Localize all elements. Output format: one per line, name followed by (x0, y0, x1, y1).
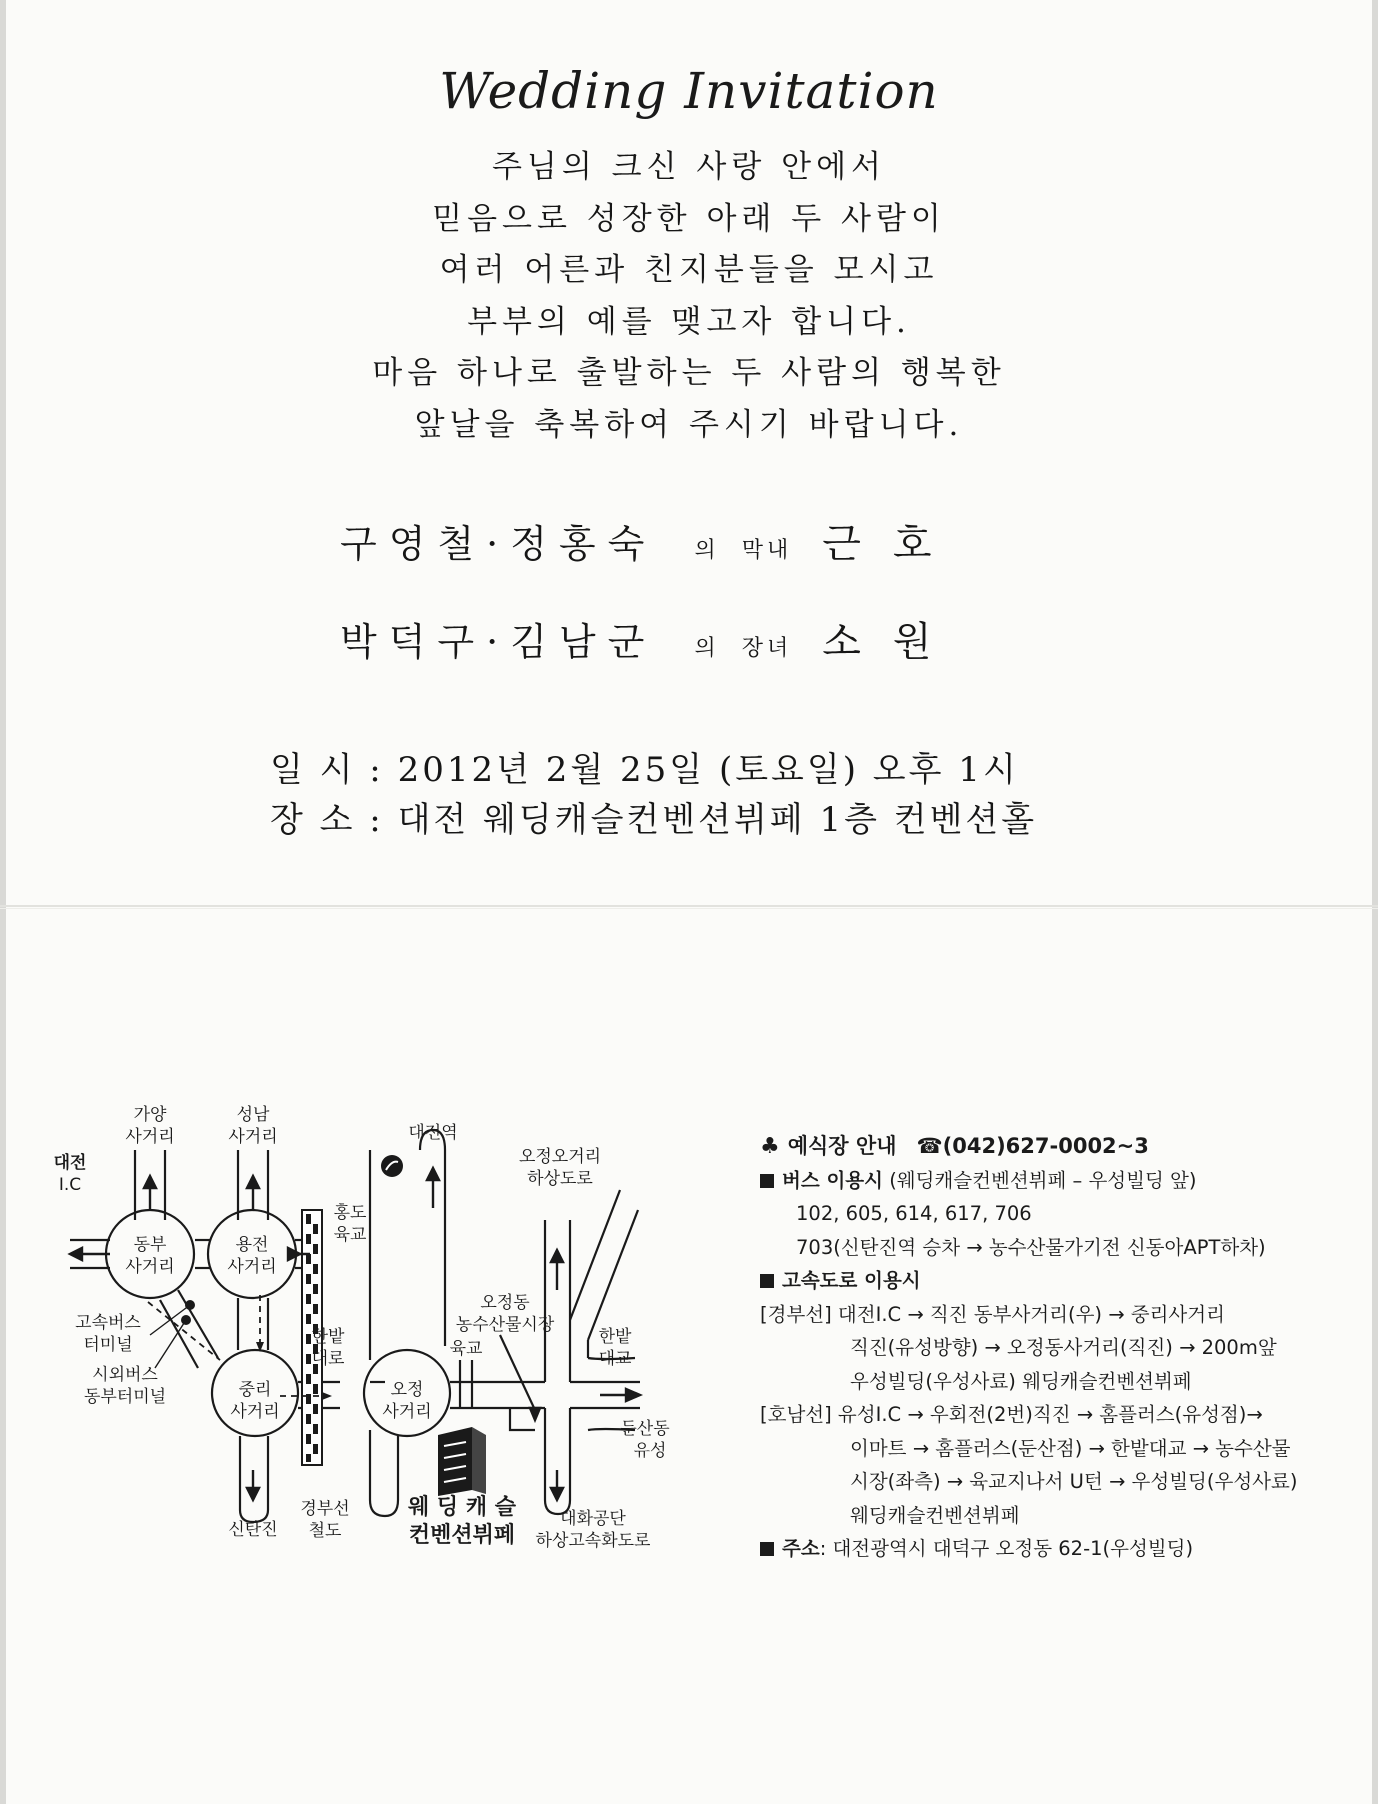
label-ojeongo: 오정오거리 (518, 1147, 602, 1167)
bus-row (760, 1164, 1360, 1198)
bride-of: 의 (694, 636, 720, 661)
arrow-left-icon (70, 1248, 82, 1260)
honam-line: [호남선] 유성I.C → 우회전(2번)직진 → 홈플러스(유성점)→ (760, 1403, 1263, 1426)
arrow-down-icon (530, 1408, 540, 1420)
greeting-text (0, 142, 1378, 451)
greeting-line: 마음 하나로 출발하는 두 사람의 행복한 (372, 355, 1006, 391)
label-ojeongdong-market: 농수산물시장 (455, 1315, 555, 1335)
address-text: : 대전광역시 대덕구 오정동 62-1(우성빌딩) (819, 1537, 1194, 1560)
arrow-right-icon (626, 1389, 640, 1401)
address-label: 주소 (782, 1537, 820, 1560)
label-dongbu: 사거리 (125, 1257, 175, 1277)
arrow-down-icon (551, 1488, 563, 1500)
greeting-line: 여러 어른과 친지분들을 모시고 (439, 252, 939, 288)
arrow-down-icon (247, 1488, 259, 1500)
groom-of: 의 (694, 538, 720, 563)
groom-mother-name: 정홍숙 (510, 522, 657, 566)
label-hanbat-bridge: 한밭 (598, 1327, 632, 1347)
greeting-line: 부부의 예를 맺고자 합니다. (467, 303, 911, 340)
bus-703: 703(신탄진역 승차 → 농수산물가기전 신동아APT하차) (796, 1235, 1266, 1259)
square-bullet-icon (760, 1174, 774, 1188)
info-heading: 예식장 안내 (787, 1134, 897, 1158)
label-gyeongbu-rail: 철도 (308, 1521, 342, 1541)
label-dongbu: 동부 (133, 1235, 167, 1255)
fold-line (0, 905, 1378, 907)
event-datetime: 일 시 : 2012년 2월 25일 (토요일) 오후 1시 (270, 750, 1019, 790)
honam-line: 시장(좌측) → 육교지나서 U턴 → 우성빌딩(우성사료) (850, 1470, 1298, 1493)
groom-family-line (340, 512, 1060, 569)
label-daejeon-ic: I.C (58, 1175, 82, 1195)
arrow-up-icon (427, 1168, 439, 1180)
label-sintanjin: 신탄진 (228, 1520, 278, 1540)
highway-label: 고속도로 이용시 (782, 1269, 921, 1292)
label-ojeongdong-market: 오정동 (480, 1293, 530, 1313)
label-venue: 컨벤션뷔페 (408, 1523, 516, 1548)
phone-number: ☎(042)627-0002~3 (916, 1134, 1149, 1158)
label-seongnam: 사거리 (228, 1127, 278, 1147)
label-hanbat-bridge: 대교 (598, 1349, 632, 1369)
label-daejeon-station: 대전역 (408, 1123, 458, 1143)
event-venue: 장 소 : 대전 웨딩캐슬컨벤션뷔페 1층 컨벤션홀 (270, 800, 1038, 840)
groom-relation: 막내 (741, 538, 793, 563)
square-bullet-icon (760, 1542, 774, 1556)
fold-line-shadow (0, 908, 1378, 909)
label-intercity-terminal: 동부터미널 (83, 1387, 167, 1407)
honam-line: 웨딩캐슬컨벤션뷔페 (850, 1503, 1020, 1527)
bride-family-line (340, 610, 1060, 667)
label-hanbat-daero: 대로 (311, 1349, 345, 1369)
bride-father-name: 박덕구 (340, 620, 487, 664)
directions-info (760, 1130, 1360, 1566)
invitation-title: Wedding Invitation (439, 62, 939, 120)
label-express-terminal: 터미널 (83, 1335, 133, 1355)
label-gayang: 가양 (133, 1105, 167, 1125)
label-hanbat-daero: 한밭 (311, 1327, 345, 1347)
label-express-terminal: 고속버스 (75, 1313, 141, 1333)
label-seongnam: 성남 (236, 1105, 270, 1125)
groom-name: 근호 (822, 521, 964, 567)
info-heading-row (760, 1130, 1360, 1164)
gyeongbu-line: 직진(유성방향) → 오정동사거리(직진) → 200m앞 (850, 1336, 1277, 1359)
label-overpass: 육교 (449, 1339, 483, 1359)
arrow-up-icon (247, 1176, 259, 1188)
label-hongdo: 홍도 (333, 1203, 367, 1223)
square-bullet-icon (760, 1274, 774, 1288)
arrow-up-icon (551, 1250, 563, 1262)
separator-dot: · (486, 522, 511, 566)
separator-dot: · (486, 620, 511, 664)
highway-row (760, 1264, 1360, 1298)
label-jungri: 사거리 (230, 1402, 280, 1422)
label-ojeong: 사거리 (382, 1402, 432, 1422)
arrow-up-icon (144, 1176, 156, 1188)
venue-building-icon (438, 1427, 486, 1496)
greeting-line: 앞날을 축복하여 주시기 바랍니다. (414, 406, 964, 443)
groom-father-name: 구영철 (340, 522, 487, 566)
arrow-right-icon (288, 1248, 300, 1260)
station-icon (381, 1155, 403, 1177)
label-venue: 웨 딩 캐 슬 (408, 1495, 516, 1520)
label-gayang: 사거리 (125, 1127, 175, 1147)
bride-relation: 장녀 (741, 636, 793, 661)
label-daejeon-ic: 대전 (53, 1153, 87, 1173)
label-gyeongbu-rail: 경부선 (300, 1499, 350, 1519)
gyeongbu-line: [경부선] 대전I.C → 직진 동부사거리(우) → 중리사거리 (760, 1302, 1225, 1326)
greeting-line: 믿음으로 성장한 아래 두 사람이 (432, 200, 946, 237)
directions-map (40, 1090, 780, 1560)
label-ojeong: 오정 (390, 1380, 424, 1400)
bus-note: (웨딩캐슬컨벤션뷔페 – 우성빌딩 앞) (889, 1168, 1197, 1192)
label-daehwa: 하상고속화도로 (535, 1531, 651, 1551)
bus-label: 버스 이용시 (782, 1168, 883, 1192)
label-dunsan: 둔산동 (620, 1419, 670, 1439)
label-dunsan: 유성 (633, 1441, 667, 1461)
bus-lines: 102, 605, 614, 617, 706 (796, 1202, 1032, 1225)
honam-line: 이마트 → 홈플러스(둔산점) → 한밭대교 → 농수산물 (850, 1436, 1291, 1460)
bride-mother-name: 김남군 (510, 620, 657, 664)
label-intercity-terminal: 시외버스 (92, 1365, 158, 1385)
label-yongjeon: 사거리 (227, 1257, 277, 1277)
club-icon: ♣ (760, 1134, 780, 1159)
gyeongbu-line: 우성빌딩(우성사료) 웨딩캐슬컨벤션뷔페 (850, 1369, 1192, 1393)
label-yongjeon: 용전 (235, 1235, 269, 1255)
label-jungri: 중리 (238, 1380, 272, 1400)
greeting-line: 주님의 크신 사랑 안에서 (491, 149, 887, 185)
address-row (760, 1532, 1360, 1566)
bride-name: 소원 (822, 619, 964, 665)
label-hongdo: 육교 (333, 1225, 367, 1245)
label-ojeongo: 하상도로 (527, 1169, 593, 1189)
label-daehwa: 대화공단 (560, 1509, 626, 1529)
